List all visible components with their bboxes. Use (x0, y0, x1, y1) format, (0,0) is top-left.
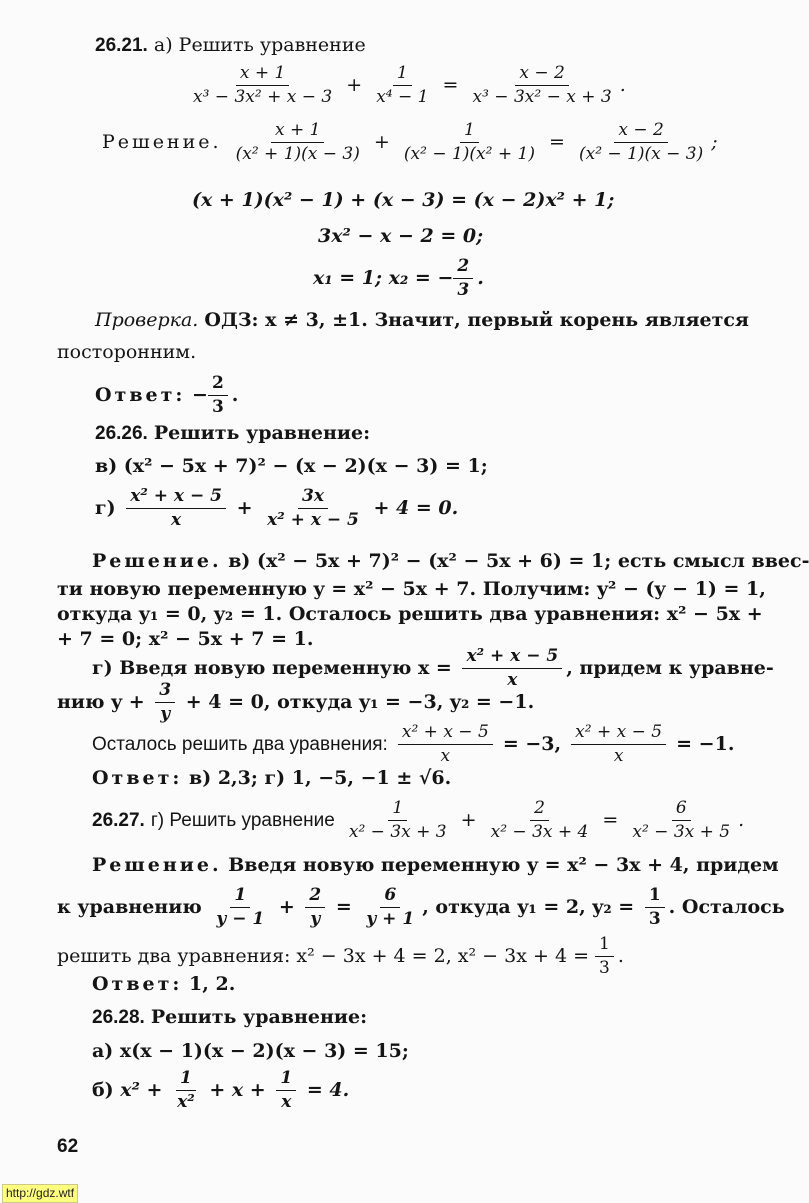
problem-26-27-heading: 26.27. г) Решить уравнение $\frac{1}{\text{x² − 3x + 3}}$ + $\frac{2}{\text{x² − 3x + 4}}$ = $\frac{6}{\text{x² − 3x + 5}}$ . (92, 798, 745, 843)
solution-26-27-line2: к уравнению $\frac{1}{y - 1}$ + $\frac{2}{y}$ = $\frac{6}{y + 1}$ , откуда y₁ = 2, y₂ = $\frac{1}{3}$ . Осталось (57, 885, 785, 930)
watermark-link[interactable]: http://gdz.wtf (2, 1184, 78, 1203)
problem-task: Решить уравнение: (153, 422, 371, 444)
solution-26-27: Решение. Введя новую переменную y = x² − 3x + 4, придем (92, 854, 779, 876)
problem-26-21-heading (95, 34, 366, 58)
item-a: а) x(x − 1)(x − 2)(x − 3) = 15; (92, 1040, 409, 1062)
fraction: $\frac{1}{\text{x² − 3x + 3}}$ (348, 798, 447, 843)
solution-g-line3: Осталось решить два уравнения: $\frac{\text{x² + x − 5}}{x}$ = −3, $\frac{\text{x² + x − 5}}{x}$ = −1. (92, 722, 735, 767)
solution-26-21: Решение. $\frac{x + 1}{\text{(x² + 1)(x − 3)}}$ + $\frac{1}{\text{(x² − 1)(x² + 1)}}$ = $\frac{x - 2}{\text{(x² − 1)(x − 3)}}$ ; (102, 120, 718, 165)
fraction: $\frac{2}{\text{x² − 3x + 4}}$ (490, 798, 589, 843)
problem-number: 26.21. (95, 35, 148, 56)
solution-label: Решение. (92, 854, 222, 876)
problem-26-26-heading (95, 422, 370, 446)
fraction: $\frac{\text{x² + x − 5}}{x}$ (126, 486, 226, 532)
fraction: $\frac{1}{\text{x⁴ − 1}}$ (376, 63, 429, 108)
fraction: $\frac{x - 2}{\text{x³ − 3x² − x + 3}}$ (472, 63, 612, 108)
item-b: б) x² + $\frac{1}{\text{x²}}$ + x + $\frac{1}{x}$ = 4. (92, 1068, 350, 1113)
problem-number: 26.28. (92, 1007, 145, 1028)
fraction: $\frac{\text{x² + x − 5}}{x}$ (571, 722, 666, 768)
fraction: $\frac{3}{y}$ (155, 680, 175, 726)
fraction: $\frac{6}{y + 1}$ (366, 885, 415, 930)
equation-26-21-given: $\frac{x + 1}{\text{x³ − 3x² + x − 3}}$ + $\frac{1}{\text{x⁴ − 1}}$ = $\frac{x - 2}{\text{x³ − 3x² − x + 3}}$ . (185, 63, 626, 109)
fraction: $\frac{1}{\text{x²}}$ (177, 1068, 195, 1113)
answer-label: Ответ: (92, 767, 183, 789)
solution-26-26: Решение. в) (x² − 5x + 7)² − (x² − 5x + 6) = 1; есть смысл ввес- (92, 550, 809, 572)
solution-label: Решение. (92, 550, 222, 572)
problem-task: г) Решить уравнение (150, 809, 335, 831)
problem-26-28-heading (92, 1006, 367, 1030)
answer-26-26: Ответ: в) 2,3; г) 1, −5, −1 ± √6. (92, 767, 452, 789)
item-g: г) $\frac{\text{x² + x − 5}}{x}$ + $\frac{3x}{\text{x² + x − 5}}$ + 4 = 0. (95, 486, 459, 531)
solution-line: откуда y₁ = 0, y₂ = 1. Осталось решить два уравнения: x² − 5x + (57, 603, 763, 625)
fraction: $\frac{1}{y - 1}$ (216, 885, 265, 930)
fraction: $\frac{3x}{\text{x² + x − 5}}$ (267, 486, 359, 531)
problem-number: 26.26. (95, 423, 148, 444)
equation-line: 3x² − x − 2 = 0; (318, 225, 484, 247)
fraction: $\frac{1}{x}$ (276, 1068, 296, 1114)
fraction: $\frac{2}{3}$ (453, 256, 473, 302)
equation-line: (x + 1)(x² − 1) + (x − 3) = (x − 2)x² + 1; (192, 189, 615, 211)
fraction: $\frac{\text{x² + x − 5}}{x}$ (398, 722, 493, 768)
answer-26-21: Ответ: − $\frac{2}{3}$ . (95, 373, 239, 418)
answer-26-27: Ответ: 1, 2. (92, 973, 236, 995)
fraction: $\frac{1}{\text{(x² − 1)(x² + 1)}}$ (403, 120, 535, 165)
page-number: 62 (57, 1136, 79, 1157)
problem-number: 26.27. (92, 809, 145, 831)
solution-g-line1: г) Введя новую переменную x = $\frac{\text{x² + x − 5}}{x}$ , придем к уравне- (92, 646, 774, 691)
fraction: $\frac{1}{3}$ (645, 885, 665, 931)
fraction: $\frac{2}{3}$ (208, 373, 228, 419)
check-26-21 (95, 309, 749, 333)
problem-task: Решить уравнение: (150, 1006, 368, 1028)
fraction: $\frac{\text{x² + x − 5}}{x}$ (462, 646, 562, 692)
item-v: в) (x² − 5x + 7)² − (x − 2)(x − 3) = 1; (95, 455, 488, 477)
solution-line: + 7 = 0; x² − 5x + 7 = 1. (57, 628, 314, 650)
fraction: $\frac{6}{\text{x² − 3x + 5}}$ (632, 798, 731, 843)
solution-26-27-line3: решить два уравнения: x² − 3x + 4 = 2, x² − 3x + 4 = $\frac{1}{3}$ . (57, 934, 624, 979)
answer-label: Ответ: (92, 973, 183, 995)
fraction: $\frac{1}{3}$ (595, 934, 614, 980)
check-text-cont: посторонним. (57, 341, 197, 363)
fraction: $\frac{x + 1}{\text{x³ − 3x² + x − 3}}$ (193, 63, 333, 108)
fraction: $\frac{x + 1}{\text{(x² + 1)(x − 3)}}$ (235, 120, 360, 165)
check-label: Проверка. (95, 309, 199, 331)
answer-label: Ответ: (95, 383, 186, 406)
fraction: $\frac{x - 2}{\text{(x² − 1)(x − 3)}}$ (578, 120, 704, 165)
fraction: $\frac{2}{y}$ (305, 885, 325, 931)
problem-task: а) Решить уравнение (153, 34, 366, 56)
solution-line: ти новую переменную y = x² − 5x + 7. Получим: y² − (y − 1) = 1, (57, 578, 766, 600)
roots-line: x₁ = 1; x₂ = − $\frac{2}{3}$ . (313, 256, 484, 301)
solution-g-line2: нию y + $\frac{3}{y}$ + 4 = 0, откуда y₁ = −3, y₂ = −1. (57, 680, 535, 725)
solution-label: Решение. (102, 130, 222, 153)
check-text: ОДЗ: x ≠ 3, ±1. Значит, первый корень является (204, 309, 749, 331)
